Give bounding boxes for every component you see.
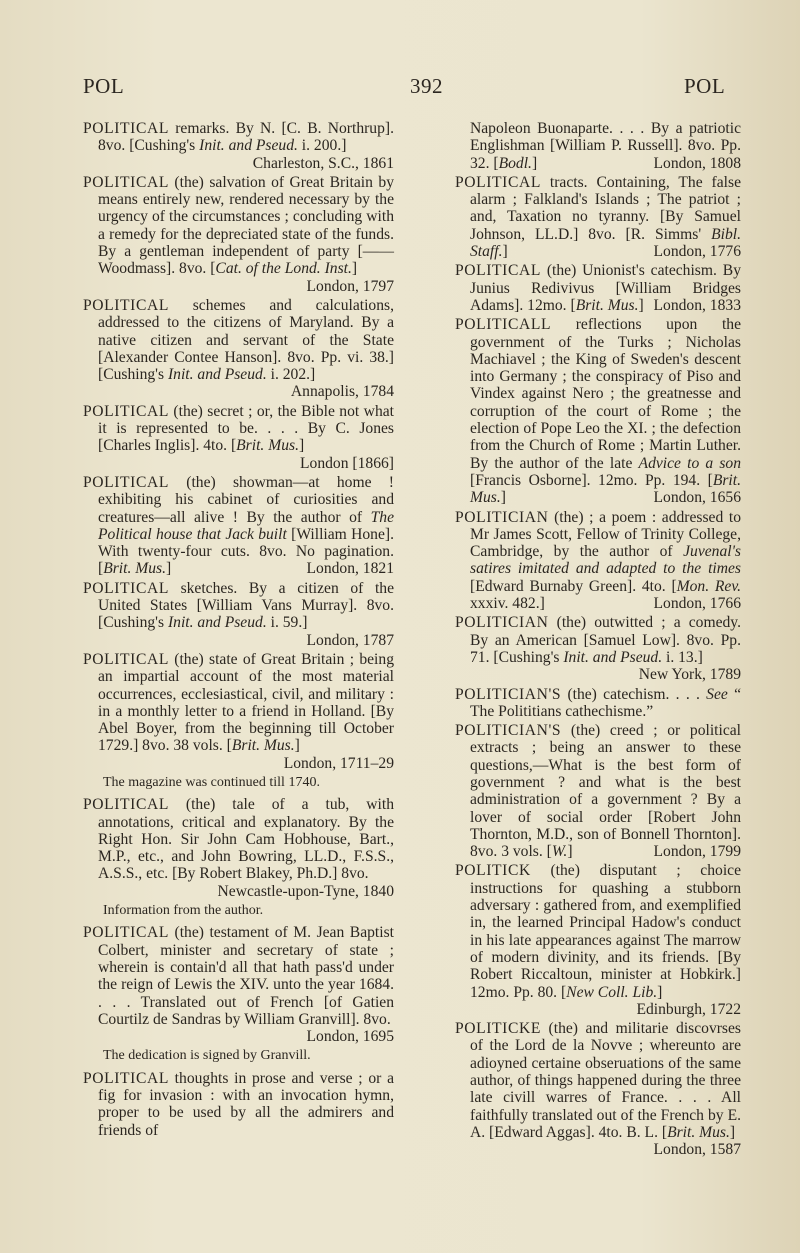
entry-headword: POLITICIAN (455, 614, 549, 632)
entry-headword: POLITICAL (83, 924, 169, 942)
entry-text: (the) tale of a tub, with annotations, critical and explanatory. By the Right Hon. Sir John Cam Hobhouse, Bart., M.P., etc., and John Bowring, LL.D., F.S.S., A.S.S., etc. [By Robert Blakey, Ph.D.] 8vo. (98, 796, 394, 883)
bibliography-entry (455, 614, 741, 683)
entry-imprint: New York, 1789 (638, 666, 741, 684)
entry-text: thoughts in prose and verse ; or a fig for invasion : with an invocation hymn, proper to be used by all the admirers and friends of (98, 1069, 394, 1139)
entry-headword: POLITICAL (83, 120, 169, 137)
entry-imprint: London, 1766 (653, 595, 741, 613)
entry-imprint: London, 1695 (306, 1028, 394, 1046)
entry-italic-text: Brit. Mus. (575, 296, 639, 314)
bibliography-entry (455, 686, 741, 721)
entry-italic-text: Advice to a son (638, 454, 742, 472)
entry-italic-text: Bodl. (498, 154, 532, 172)
entry-text: (the) and militarie discovrses of the Lord de la Novve ; whereunto are adioyned certaine obseruations of the same author, of things happened during the three late civill warres of France. . . . All faithfully translated out of the French by E. A. [Edward Aggas]. 4to. B. L. [ (470, 1020, 741, 1141)
bibliography-entry (83, 403, 394, 472)
entry-text: [Edward Burnaby Green]. 4to. [ (470, 577, 677, 595)
entry-italic-text: Bibl. Staff. (470, 225, 741, 261)
entry-note: The dedication is signed by Granvill. (103, 1048, 311, 1064)
entry-imprint: London, 1833 (653, 296, 741, 314)
running-head-left: POL (83, 74, 125, 98)
entry-headword: POLITICAL (83, 1069, 169, 1087)
entry-headword: POLITICAL (83, 173, 169, 191)
entry-text: (the) outwitted ; a comedy. By an American [Samuel Low]. 8vo. Pp. 71. [Cushing's (470, 614, 741, 666)
entry-text: remarks. By N. [C. B. Northrup]. 8vo. [Cushing's (98, 120, 394, 155)
entry-text: ] (638, 296, 644, 314)
entry-text: [William Hone]. With twenty-four cuts. 8vo. No pagination. [ (98, 525, 394, 578)
entry-headword: POLITICKE (455, 1020, 541, 1038)
entry-text: i. 59.] (266, 614, 308, 632)
entry-imprint: London, 1797 (306, 277, 394, 295)
entry-headword: POLITICAL (83, 796, 169, 814)
entry-italic-text: Mon. Rev. (676, 577, 741, 595)
entry-imprint: Newcastle-upon-Tyne, 1840 (217, 882, 394, 900)
bibliography-entry (83, 120, 394, 172)
entry-italic-text: Juvenal's satires imitated and adapted to the times (470, 543, 741, 578)
entry-text: (the) ; a poem : addressed to Mr James Scott, Fellow of Trinity College, Cambridge, by the author of (470, 508, 741, 561)
entry-headword: POLITICIAN (455, 508, 549, 526)
entry-text: ] (502, 243, 508, 261)
entry-headword: POLITICAL (83, 473, 169, 491)
entry-headword: POLITICAL (83, 296, 169, 314)
entry-text: (the) state of Great Britain ; being an impartial account of the most material occurrences, ecclesiastical, civil, and military : in a monthly letter to a friend in Holland. [By Abel Boyer, from the beginning till October 1729.] 8vo. 38 vols. [ (98, 650, 394, 755)
entry-italic-text: W. (551, 843, 568, 861)
entry-italic-text: Brit. Mus. (236, 437, 299, 455)
bibliography-entry (83, 796, 394, 900)
entry-text: i. 200.] (297, 137, 347, 155)
entry-text: (the) disputant ; choice instructions for quashing a stubborn adversary : gathered from, and exemplified in, the learned Principal Hadow's conduct in his late appearances against The marrow of modern divinity, and its friends. [By Robert Riccaltoun, minister at Hobkirk.] 12mo. Pp. 80. [ (470, 862, 741, 1001)
entry-italic-text: Init. and Pseud. (199, 137, 298, 155)
entry-text: (the) testament of M. Jean Baptist Colbert, minister and secretary of state ; wherein is contain'd all that hath pass'd under the reign of Lewis the XIV. unto the year 1684. . . . Translated out of French [of Gatien Courtilz de Sandras by William Granvill]. 8vo. (98, 924, 394, 1028)
bibliography-entry (455, 120, 741, 172)
entry-italic-text: New Coll. Lib. (566, 983, 658, 1001)
entry-imprint: Annapolis, 1784 (290, 383, 394, 401)
entry-italic-text: Brit. Mus. (231, 737, 295, 755)
entry-text: i. 13.] (662, 648, 703, 666)
entry-imprint: London, 1656 (653, 489, 741, 507)
entry-italic-text: See (706, 685, 728, 703)
bibliography-entry (455, 1020, 741, 1158)
entry-headword: POLITICAL (83, 579, 169, 597)
entry-italic-text: Init. and Pseud. (167, 366, 267, 384)
bibliography-entry (83, 580, 394, 649)
entry-imprint: Charleston, S.C., 1861 (252, 154, 394, 172)
entry-text: xxxiv. 482.] (470, 595, 545, 613)
entry-text: ] (500, 489, 506, 507)
entry-text: ] (298, 437, 305, 455)
entry-italic-text: Init. and Pseud. (563, 648, 663, 666)
entry-italic-text: Init. and Pseud. (167, 614, 267, 632)
bibliography-entry (455, 722, 741, 860)
entry-text: (the) secret ; or, the Bible not what it is represented to be. . . . By C. Jones [Charles Inglis]. 4to. [ (98, 402, 394, 455)
entry-text: schemes and calculations, addressed to the citizens of Maryland. By a native citizen and servant of the State [Alexander Contee Hanson]. 8vo. Pp. vi. 38.] [Cushing's (98, 296, 394, 384)
entry-note: Information from the author. (103, 903, 264, 919)
entry-note: The magazine was continued till 1740. (103, 774, 320, 790)
bibliography-entry (455, 509, 741, 613)
bibliography-entry (455, 316, 741, 506)
right-column (455, 120, 741, 1161)
bibliography-entry (83, 474, 394, 578)
entry-imprint: London [1866] (300, 454, 394, 472)
bibliography-entry (83, 297, 394, 401)
entry-italic-text: Brit. Mus. (667, 1123, 730, 1141)
entry-imprint: Edinburgh, 1722 (636, 1000, 741, 1018)
entry-italic-text: The Political house that Jack built (98, 508, 394, 543)
entry-text: ] (351, 260, 358, 278)
entry-text: tracts. Containing, The false alarm ; Falkland's Islands ; The patriot ; and, Taxation no tyranny. [By Samuel Johnson, LL.D.] 8vo. [R. Simms' (470, 173, 741, 243)
entry-text: (the) showman—at home ! exhibiting his cabinet of curiosities and creatures—all alive ! By the author of (98, 473, 394, 526)
entry-text: ] (729, 1123, 736, 1141)
entry-text: (the) salvation of Great Britain by means entirely new, rendered necessary by the urgency of the circumstances ; concluding with a remedy for the depreciated state of the funds. By a gentleman independent of party [—— Woodmass]. 8vo. [ (98, 173, 394, 278)
bibliography-entry (455, 862, 741, 1018)
entry-text: (the) catechism. . . . (561, 685, 707, 703)
bibliography-entry (83, 174, 394, 295)
entry-text: (the) creed ; or political extracts ; being an answer to these questions,—What is the best form of government ? and what is the best administration of a government ? By a lover of social order [Robert John Thornton, M.D., son of Bonnell Thornton]. 8vo. 3 vols. [ (470, 722, 741, 861)
entry-text: reflections upon the government of the Turks ; Nicholas Machiavel ; the King of Sweden's descent into Germany ; the conspiracy of Piso and Vindex against Nero ; the greatnesse and corruption of the court of Rome ; the election of Pope Leo the XI. ; the defection from the Church of Rome ; Martin Luther. By the author of the late (470, 316, 741, 472)
entry-text: ] (294, 737, 300, 755)
entry-imprint: London, 1799 (653, 843, 741, 861)
bibliography-entry (83, 651, 394, 772)
entry-text: ] (567, 843, 573, 861)
left-column (83, 120, 394, 1141)
entry-headword: POLITICAL (455, 262, 541, 280)
entry-text: “ The Polititians cathechisme.” (470, 685, 742, 720)
entry-headword: POLITICIAN'S (455, 685, 562, 703)
entry-italic-text: Brit. Mus. (470, 471, 741, 507)
entry-text: ] (166, 560, 172, 578)
entry-headword: POLITICIAN'S (455, 722, 562, 740)
bibliography-entry (83, 1070, 394, 1139)
bibliography-entry (455, 262, 741, 314)
entry-text: ] (531, 154, 538, 172)
entry-text: Napoleon Buonaparte. . . . By a patriotic Englishman [William P. Russell]. 8vo. Pp. 32. [ (470, 120, 741, 172)
entry-text: i. 202.] (266, 366, 316, 384)
entry-headword: POLITICK (455, 862, 531, 880)
entry-text: (the) Unionist's catechism. By Junius Redivivus [William Bridges Adams]. 12mo. [ (470, 262, 741, 314)
entry-imprint: London, 1821 (306, 560, 394, 578)
running-head-right: POL (684, 74, 726, 98)
entry-italic-text: Brit. Mus. (103, 560, 167, 578)
entry-text: [Francis Osborne]. 12mo. Pp. 194. [ (470, 471, 713, 489)
entry-text: sketches. By a citizen of the United States [William Vans Murray]. 8vo. [Cushing's (98, 579, 394, 632)
entry-imprint: London, 1587 (653, 1141, 741, 1159)
bibliography-entry (455, 174, 741, 260)
entry-imprint: London, 1711–29 (283, 754, 394, 772)
page-number: 392 (410, 74, 443, 98)
entry-headword: POLITICAL (83, 650, 169, 668)
entry-headword: POLITICAL (455, 173, 541, 191)
entry-headword: POLITICAL (83, 402, 169, 420)
entry-headword: POLITICALL (455, 316, 552, 334)
bibliography-entry (83, 924, 394, 1045)
entry-text: ] (657, 983, 663, 1001)
entry-italic-text: Cat. of the Lond. Inst. (215, 260, 352, 278)
entry-imprint: London, 1787 (306, 631, 394, 649)
entry-imprint: London, 1808 (653, 154, 741, 172)
entry-imprint: London, 1776 (653, 243, 741, 261)
